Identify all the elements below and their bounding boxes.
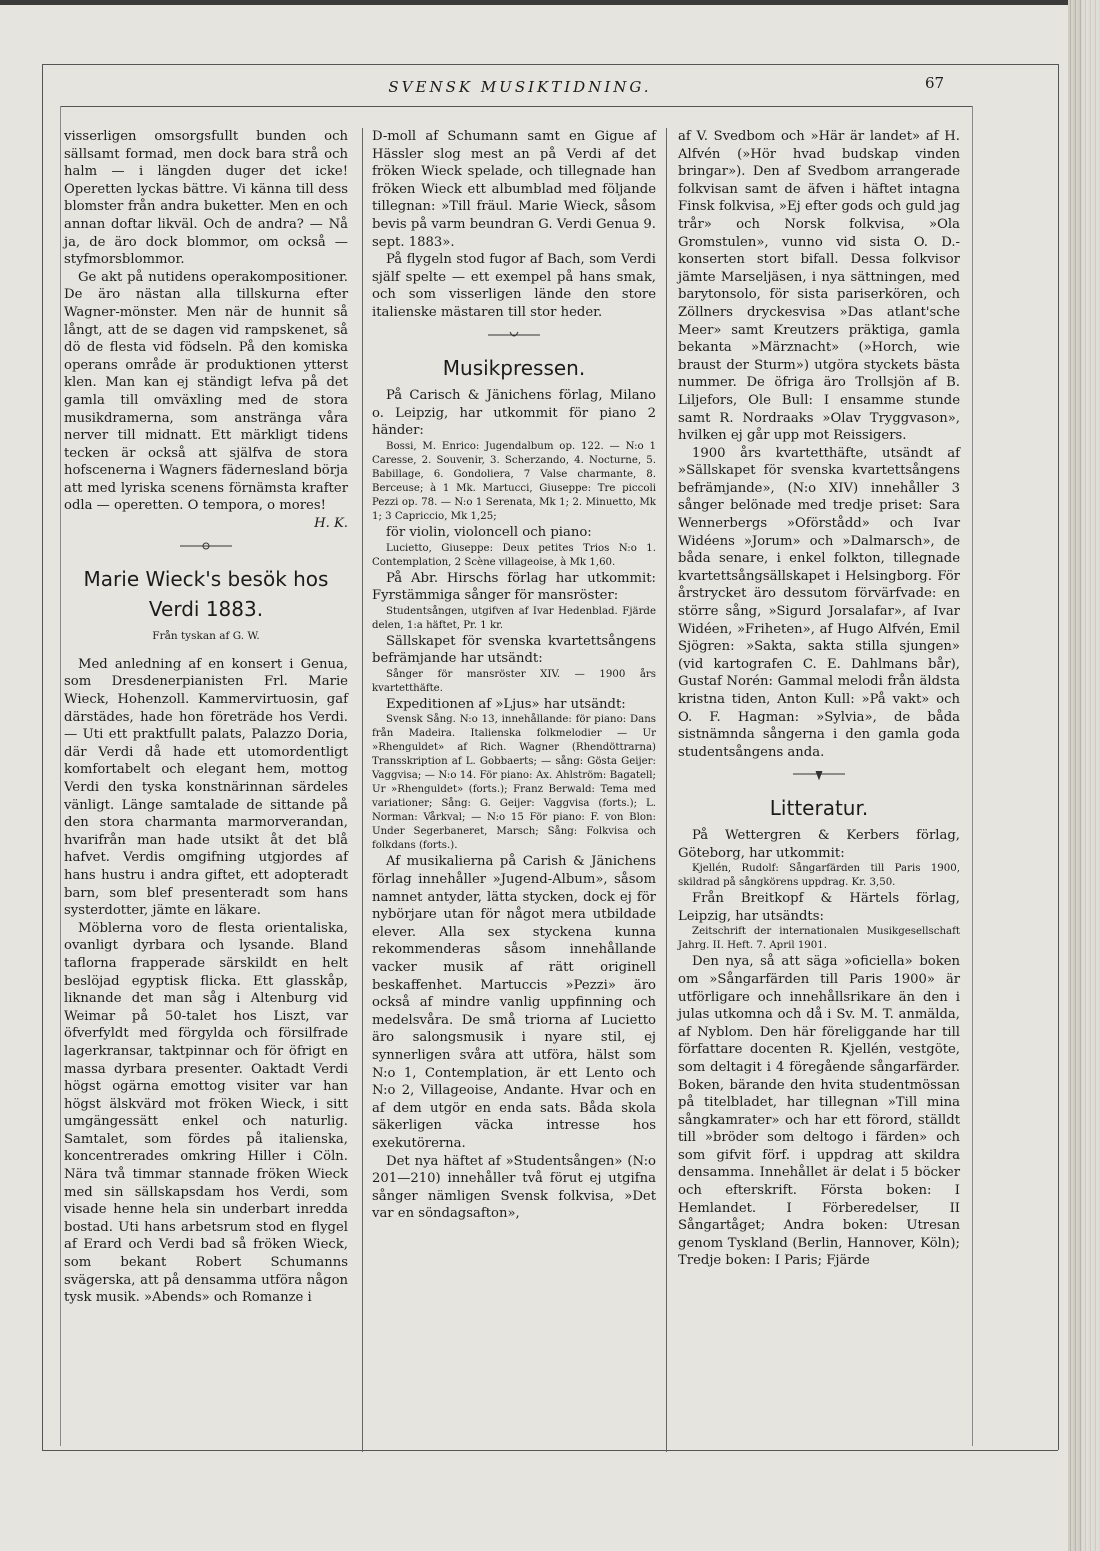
publication-list: Lucietto, Giuseppe: Deux petites Trios N:o 1. Contemplation, 2 Scène villageoise, à Mk 1,60.: [372, 542, 656, 568]
header-rule: [60, 106, 972, 107]
paragraph: 1900 års kvartetthäfte, utsändt af »Sällskapet för svenska kvartettsångens befrämjande», (N:o XIV) innehåller 3 sånger belönade med tredje priset: Sara Wennerbergs »Oförstådd» och Ivar Widéens »Jorum» och »Dalmarsch», de båda senare, i enkel folkton, tillegnade kvartettsångsällskapet i Helsingborg. För årstrycket äro dessutom förvärfvade: en större sång, »Sigurd Jorsalafar», af Ivar Widéen, »Friheten», af Hugo Alfvén, Emil Sjögren: »Sakta, sakta stilla sjungen» (vid kartografen C. E. Dahlmans bår), Gustaf Norén: Gammal melodi från äldsta kristna tiden, Anton Kull: »På vakt» och O. F. Hagman: »Sylvia», de båda sistnämnda sångerna i den gamla goda studentsångens anda.: [678, 445, 960, 760]
publication-list: Svensk Sång. N:o 13, innehållande: för piano: Dans från Madeira. Italienska folkmelodier — Ur »Rhenguldet» af Rich. Wagner (Rhendöttrarna) Transskription af L. Gobbaerts; — sång: Gösta Geijer: Vaggvisa; — N:o 14. För piano: Ax. Ahlström: Bagatell; Ur »Rhenguldet» (forts.); Franz Berwald: Tema med variationer; Sång: G. Geijer: Vaggvisa (forts.); L. Norman: Vårkval; — N:o 15 För piano: F. von Blon: Under Segerbaneret, Marsch; Sång: Folkvisa och folkdans (forts.).: [372, 714, 656, 852]
frame-bottom-line: [42, 1450, 1058, 1451]
column-1: [64, 128, 348, 1307]
paragraph: På flygeln stod fugor af Bach, som Verdi själf spelte — ett exempel på hans smak, och som visserligen lände den store italienske mästaren till stor heder.: [372, 252, 656, 320]
publisher-notice: för violin, violoncell och piano:: [386, 524, 592, 540]
frame-right-line: [1058, 64, 1059, 1450]
ornament-divider: [64, 539, 348, 559]
publication-list: Sånger för mansröster XIV. — 1900 års kvartetthäfte.: [372, 668, 656, 694]
publisher-notice: Sällskapet för svenska kvartettsångens befrämjande har utsändt:: [372, 633, 656, 667]
publication-list: Zeitschrift der internationalen Musikgesellschaft Jahrg. II. Heft. 7. April 1901.: [678, 926, 960, 952]
author-signature: H. K.: [314, 516, 348, 532]
page-number: 67: [925, 74, 945, 92]
publisher-notice: På Wettergren & Kerbers förlag, Göteborg, har utkommit:: [678, 827, 960, 861]
paragraph: D-moll af Schumann samt en Gigue af Hässler slog mest an på Verdi af det fröken Wieck spelade, och tillegnade han fröken Wieck ett albumblad med följande tillegnan: »Till fräul. Marie Wieck, såsom bevis på varm beundran G. Verdi Genua 9. sept. 1883».: [372, 129, 656, 250]
inner-left-line: [60, 106, 61, 1446]
paragraph: Af musikalierna på Carish & Jänichens förlag innehåller »Jugend-Album», såsom namnet antyder, lätta stycken, dock ej för nybörjare utan för något mera utbildade elever. Alla sex styckena kunna rekommenderas såsom innehållande vacker musik af rätt originell beskaffenhet. Martuccis »Pezzi» äro också af mindre vanlig uppfinning och medelsvåra. De små triorna af Lucietto äro salongsmusik i nyare stil, ej synnerligen svåra att utföra, hälst som N:o 1, Contemplation, är ett Lento och N:o 2, Villageoise, Andante. Hvar och en af dem utgör en enda sats. Båda skola säkerligen väcka intresse hos exekutörerna.: [372, 854, 656, 1151]
paragraph: Det nya häftet af »Studentsången» (N:o 201—210) innehåller två förut ej utgifna sånger nämligen Svensk folkvisa, »Det var en söndagsafton»,: [372, 1153, 656, 1222]
publication-list: Bossi, M. Enrico: Jugendalbum op. 122. — N:o 1 Caresse, 2. Souvenir, 3. Scherzando, 4. Nocturne, 5. Babillage, 6. Gondoliera, 7 Valse charmante, 8. Berceuse; à 1 Mk. Martucci, Giuseppe: Tre piccoli Pezzi op. 78. — N:o 1 Serenata, Mk 1; 2. Minuetto, Mk 1; 3 Capriccio, Mk 1,25;: [372, 440, 656, 522]
running-head: SVENSK MUSIKTIDNING.: [388, 78, 652, 96]
article-byline: Från tyskan af G. W.: [152, 630, 260, 643]
paragraph: Den nya, så att säga »oficiella» boken om »Sångarfärden till Paris 1900» är utförligare och innehållsrikare än den i julas utkomna och då i Sv. M. T. anmälda, af Nyblom. Den här föreliggande har till författare docenten R. Kjellén, vestgöte, som deltagit i 4 föregående sångarfärder. Boken, bärande den hvita studentmössan på titelbladet, har tillegnan »Till mina sångkamrater» och har ett förord, ställdt till »bröder som deltogo i färden» och som gifvit förf. i uppdrag att skildra densamma. Innehållet är delat i 5 böcker och efterskrift. Första boken: I Hemlandet. I Förberedelser, II Sångartåget; Andra boken: Utresan genom Tyskland (Berlin, Hannover, Köln); Tredje boken: I Paris; Fjärde: [678, 954, 960, 1269]
article-title: Marie Wieck's besök hos Verdi 1883.: [83, 567, 329, 622]
publisher-notice: Expeditionen af »Ljus» har utsändt:: [386, 696, 626, 712]
ornament-divider: [678, 767, 960, 787]
paragraph: Med anledning af en konsert i Genua, som Dresdenerpianisten Frl. Marie Wieck, Hohenzoll. Kammervirtuosin, gaf därstädes, hade hon företräde hos Verdi. — Uti ett praktfullt palats, Palazzo Doria, där Verdi då hade ett utomordentligt komfortabelt och elegant hem, mottog Verdi den tyska konstnärinnan särdeles vänligt. Länge samtalade de sittande på den stora charmanta marmorverandan, hvarifrån man hade utsikt åt det blå hafvet. Verdis omgifning utgjordes af hans hustru i andra giftet, ett adopteradt barn, som blef presenteradt som hans systerdotter, jämte en läkare.: [64, 656, 348, 919]
publisher-notice: Från Breitkopf & Härtels förlag, Leipzig, har utsändts:: [678, 891, 960, 924]
paragraph: Ge akt på nutidens operakompositioner. De äro nästan alla tillskurna efter Wagner-mönster. Men när de hunnit så långt, att de se dagen vid rampskenet, så dö de flesta vid födseln. På den komiska operans område är produktionen ytterst klen. Man kan ej ständigt lefva på det gamla till omväxling med de stora musikdramerna, som anstränga våra nerver till midnatt. Ett märkligt tidens tecken är också att själfva de stora hofscenerna i Wagners fädernesland börja att med lyriska scenens förnämsta krafter odla — operetten. O tempora, o mores!: [64, 269, 348, 514]
publication-list: Studentsången, utgifven af Ivar Hedenblad. Fjärde delen, 1:a häftet, Pr. 1 kr.: [372, 605, 656, 631]
column-3: [678, 128, 960, 1270]
publisher-notice: På Carisch & Jänichens förlag, Milano o. Leipzig, har utkommit för piano 2 händer:: [372, 388, 656, 439]
ornament-divider: [372, 328, 656, 348]
publisher-notice: På Abr. Hirschs förlag har utkommit: Fyrstämmiga sånger för mansröster:: [372, 570, 656, 604]
paragraph: af V. Svedbom och »Här är landet» af H. Alfvén (»Hör hvad budskap vinden bringar»). Den af Svedbom arrangerade folkvisan samt de äfven i häftet intagna Finsk folkvisa, »Ej efter gods och guld jag trår» och Norsk folkvisa, »Ola Gromstulen», vunno vid sista O. D.-konserten stort bifall. Dessa folkvisor jämte Marseljäsen, i nya sättningen, med barytonsolo, för sista pariserkören, och Zöllners dryckesvisa »Das atlant'sche Meer» samt Kreutzers präktiga, gamla bekanta »Märznacht» (»Horch, wie braust der Sturm») utgöra styckets bästa nummer. De öfriga äro Trollsjön af B. Liljefors, Ole Bull: I ensamme stunde samt R. Nordraaks »Olav Tryggvason», hvilken ej går upp mot Reissigers.: [678, 129, 960, 444]
inner-right-line: [972, 106, 973, 1446]
section-title-litteratur: Litteratur.: [769, 795, 869, 820]
publication-list: Kjellén, Rudolf: Sångarfärden till Paris 1900, skildrad på sångkörens uppdrag. Kr. 3,50.: [678, 863, 960, 889]
column-rule-1: [362, 128, 363, 1452]
column-rule-2: [666, 128, 667, 1452]
column-2: [372, 128, 656, 1223]
scan-top-edge: [0, 0, 1100, 5]
frame-left-line: [42, 64, 43, 1450]
paragraph: Möblerna voro de flesta orientaliska, ovanligt dyrbara och lysande. Bland taflorna frapperade särskildt en helt beslöjad egyptisk flicka. Ett glasskåp, liknande det man såg i Altenburg vid Weimar på 50-talet hos Liszt, var öfverfyldt med förgylda och försilfrade lagerkransar, taktpinnar och för öfrigt en massa dyrbara presenter. Oaktadt Verdi högst ogärna emottog visiter var han högst älskvärd mot fröken Wieck, i sitt umgängessätt enkel och naturlig. Samtalet, som fördes på italienska, koncentrerades omkring Hiller i Cöln. Nära två timmar stannade fröken Wieck med sin sällskapsdam hos Verdi, som visade henne hela sin underbart inredda bostad. Uti hans arbetsrum stod en flygel af Erard och Verdi bad så fröken Wieck, som bekant Robert Schumanns svägerska, att på densamma utföra någon tysk musik. »Abends» och Romanze i: [64, 920, 348, 1306]
section-title-musikpressen: Musikpressen.: [442, 356, 586, 381]
page-edge-highlight: [1082, 0, 1100, 1551]
paragraph: visserligen omsorgsfullt bunden och sällsamt formad, men dock bara strå och halm — i längden duger det icke! Operetten lyckas bättre. Vi känna till dess blomster från andra buketter. Men en och annan doftar likväl. Och de andra? — Nå ja, de äro dock blommor, om också — styfmorsblommor.: [64, 129, 348, 268]
frame-top-line: [42, 64, 1058, 65]
